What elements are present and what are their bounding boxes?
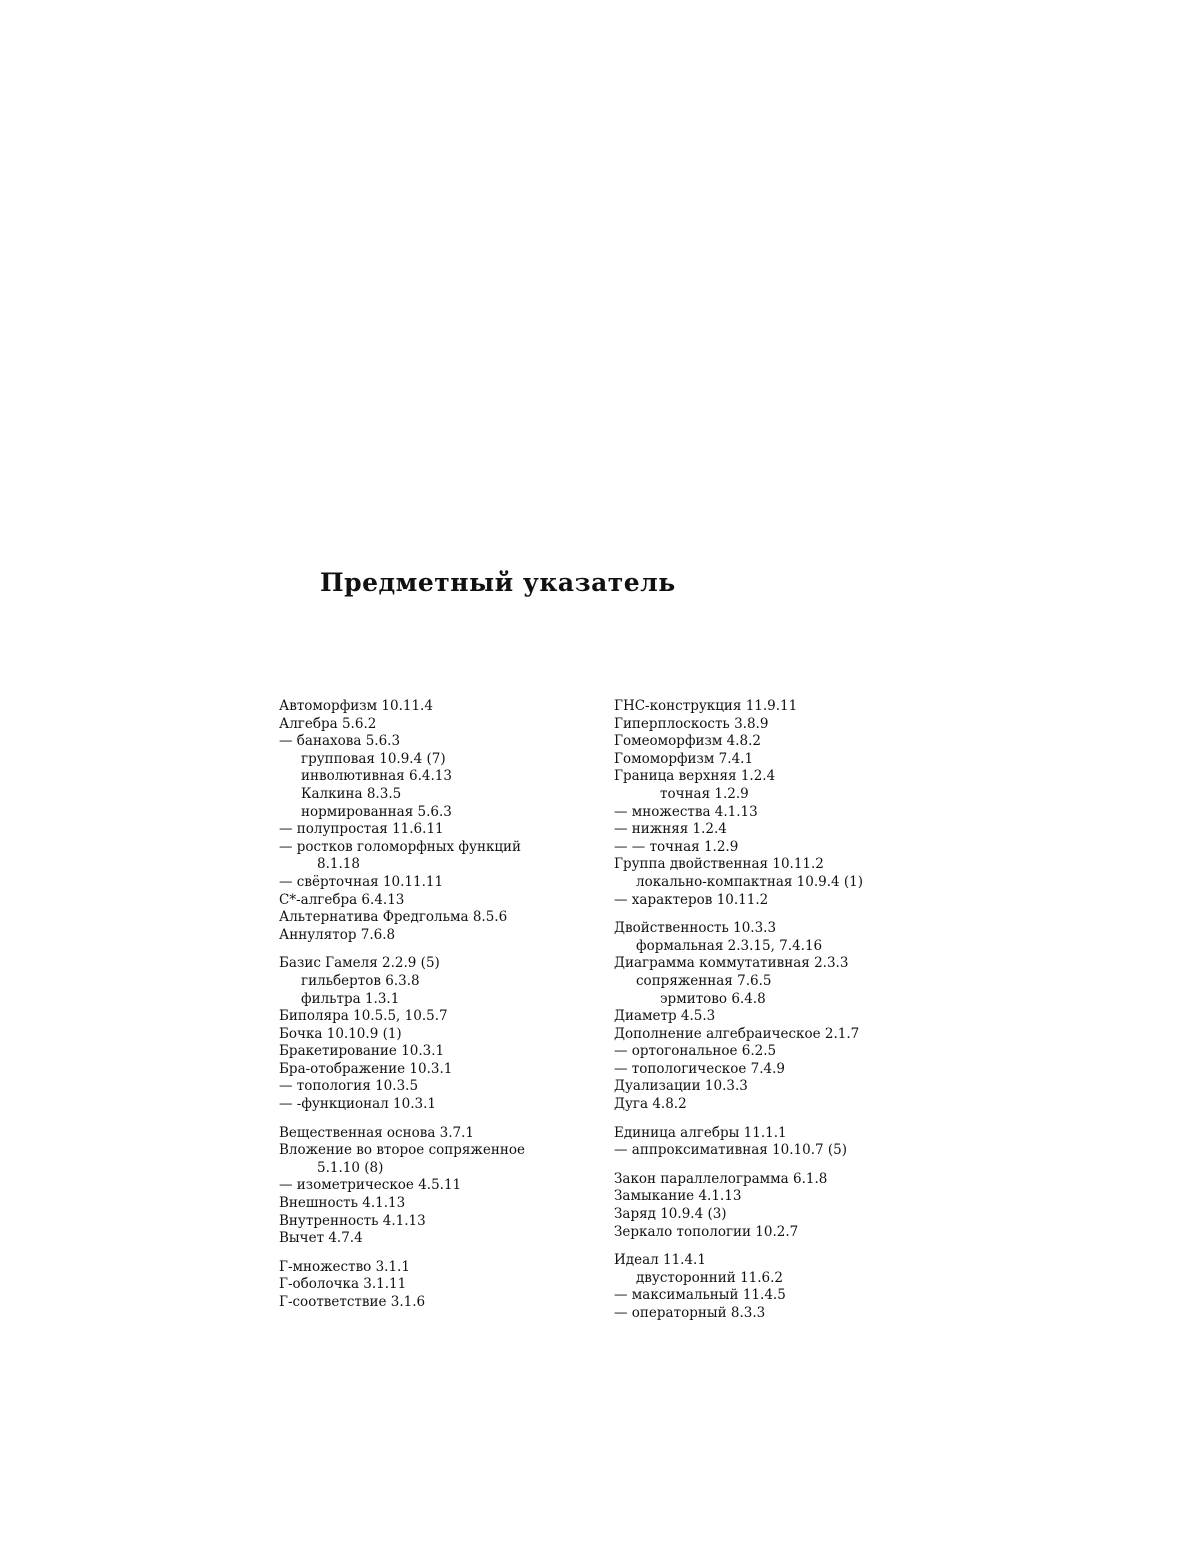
index-subentry: Калкина 8.3.5	[301, 785, 402, 802]
index-entry: Автоморфизм 10.11.4	[279, 698, 433, 714]
index-entry: — аппроксимативная 10.10.7 (5)	[614, 1142, 848, 1159]
index-entry: Зеркало топологии 10.2.7	[614, 1223, 799, 1240]
index-entry: Дуга 4.8.2	[614, 1096, 687, 1113]
index-subentry: гильбертов 6.3.8	[301, 972, 420, 989]
index-entry: — операторный 8.3.3	[614, 1305, 766, 1321]
index-entry-continuation: 8.1.18	[317, 856, 360, 873]
index-entry: — нижняя 1.2.4	[614, 821, 727, 838]
index-entry: Биполяра 10.5.5, 10.5.7	[279, 1008, 448, 1025]
index-entry: Бочка 10.10.9 (1)	[279, 1025, 402, 1042]
index-entry: Идеал 11.4.1	[614, 1252, 706, 1269]
index-entry: Диаметр 4.5.3	[614, 1008, 716, 1025]
index-entry: Базис Гамеля 2.2.9 (5)	[279, 955, 440, 972]
index-entry: Гомоморфизм 7.4.1	[614, 750, 754, 767]
index-entry: Вычет 4.7.4	[279, 1230, 363, 1247]
index-entry: Внешность 4.1.13	[279, 1195, 406, 1212]
index-subentry: сопряженная 7.6.5	[636, 972, 772, 989]
index-column-right	[614, 698, 914, 1323]
index-subentry: эрмитово 6.4.8	[660, 990, 766, 1007]
index-entry: — изометрическое 4.5.11	[279, 1177, 462, 1194]
index-subentry: фильтра 1.3.1	[301, 990, 400, 1007]
index-entry: Алгебра 5.6.2	[279, 715, 377, 732]
index-entry: — полупростая 11.6.11	[279, 821, 444, 838]
index-entry: Бра-отображение 10.3.1	[279, 1060, 453, 1077]
index-subentry: точная 1.2.9	[660, 785, 749, 802]
index-entry: Гомеоморфизм 4.8.2	[614, 733, 762, 750]
index-subentry: нормированная 5.6.3	[301, 803, 452, 820]
index-entry: — топологическое 7.4.9	[614, 1060, 785, 1077]
index-subentry: групповая 10.9.4 (7)	[301, 750, 446, 767]
index-subentry: локально-компактная 10.9.4 (1)	[636, 873, 864, 890]
index-entry: — свёрточная 10.11.11	[279, 873, 444, 890]
index-entry: Замыкание 4.1.13	[614, 1188, 742, 1205]
index-entry: — ростков голоморфных функций	[279, 838, 522, 855]
index-entry: ГНС-конструкция 11.9.11	[614, 698, 798, 714]
index-entry: — банахова 5.6.3	[279, 733, 401, 750]
index-entry: — — точная 1.2.9	[614, 838, 739, 855]
index-entry: — характеров 10.11.2	[614, 891, 769, 908]
index-entry: Г-соответствие 3.1.6	[279, 1294, 426, 1310]
index-entry: Группа двойственная 10.11.2	[614, 856, 824, 873]
index-entry: Закон параллелограмма 6.1.8	[614, 1170, 828, 1187]
index-entry: Г-оболочка 3.1.11	[279, 1276, 407, 1293]
index-entry: Единица алгебры 11.1.1	[614, 1124, 787, 1141]
index-subentry: двусторонний 11.6.2	[636, 1269, 784, 1286]
index-entry: Внутренность 4.1.13	[279, 1212, 426, 1229]
index-entry: — -функционал 10.3.1	[279, 1096, 436, 1113]
index-entry: — топология 10.3.5	[279, 1078, 419, 1095]
index-column-left	[279, 698, 609, 1312]
index-entry-continuation: 5.1.10 (8)	[317, 1159, 384, 1176]
index-entry: Аннулятор 7.6.8	[279, 926, 396, 943]
index-entry: Дополнение алгебраическое 2.1.7	[614, 1025, 860, 1042]
index-entry: Альтернатива Фредгольма 8.5.6	[279, 909, 508, 926]
index-subentry: формальная 2.3.15, 7.4.16	[636, 937, 823, 954]
index-entry: Дуализации 10.3.3	[614, 1078, 748, 1095]
index-entry: Вещественная основа 3.7.1	[279, 1124, 475, 1141]
index-subentry: инволютивная 6.4.13	[301, 768, 452, 785]
index-entry: Граница верхняя 1.2.4	[614, 768, 776, 785]
index-entry: Вложение во второе сопряженное	[279, 1142, 525, 1159]
index-entry: C*-алгебра 6.4.13	[279, 891, 405, 908]
index-entry: — максимальный 11.4.5	[614, 1287, 786, 1304]
index-entry: Гиперплоскость 3.8.9	[614, 715, 769, 732]
index-entry: Двойственность 10.3.3	[614, 920, 777, 937]
index-entry: Г-множество 3.1.1	[279, 1258, 410, 1275]
index-entry: — ортогональное 6.2.5	[614, 1043, 777, 1060]
index-entry: Заряд 10.9.4 (3)	[614, 1206, 727, 1223]
page-title: Предметный указатель	[320, 568, 676, 597]
index-entry: — множества 4.1.13	[614, 803, 758, 820]
index-entry: Бракетирование 10.3.1	[279, 1043, 445, 1060]
index-entry: Диаграмма коммутативная 2.3.3	[614, 955, 849, 972]
